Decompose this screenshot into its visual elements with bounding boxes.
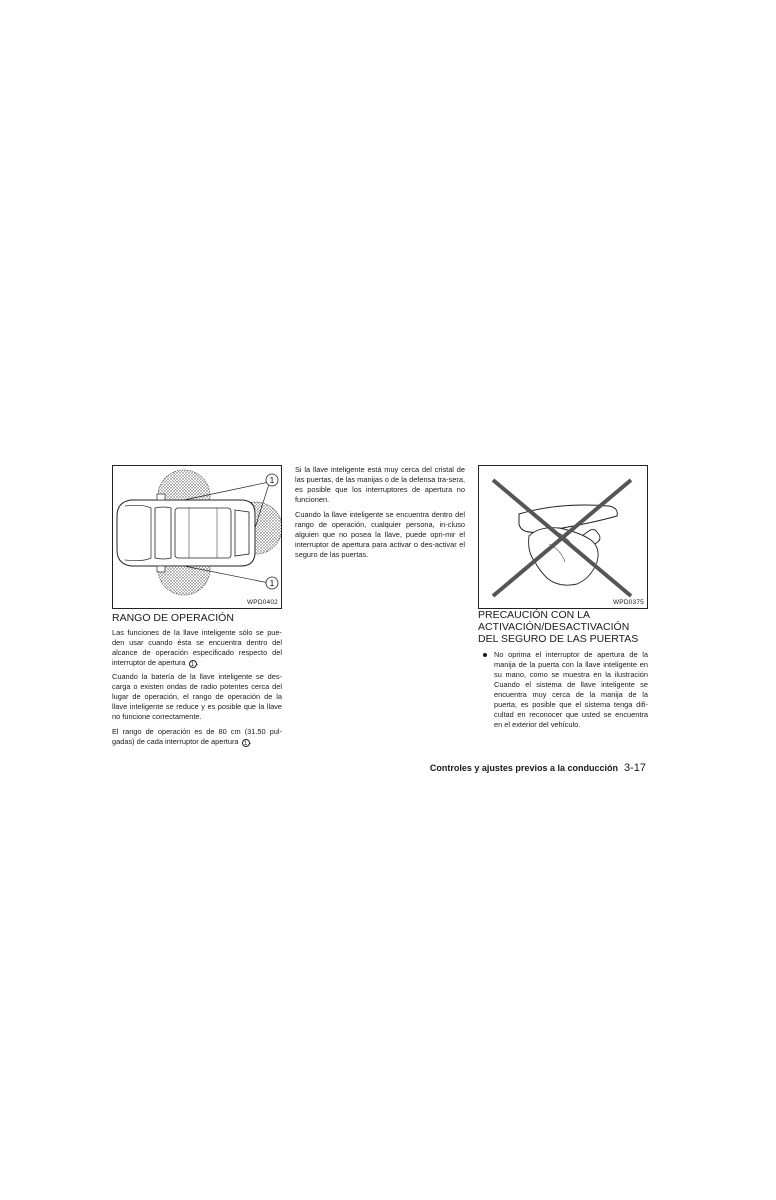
paragraph-range-3: El rango de operación es de 80 cm (31.50 pul-gadas) de cada interruptor de apertura 1 . bbox=[112, 727, 282, 747]
hand-key-illustration bbox=[479, 466, 647, 608]
caution-bullet-text: No oprima el interruptor de apertura de la manija de la puerta con la llave inteligente en su mano, como se muestra en la ilustración Cuando el sistema de llave inteligente se encuentra muy cerca de la manija de la puerta, es posible que el sistema tenga difi-cultad en reconocer que usted se encuentra en el exterior del vehículo. bbox=[494, 650, 648, 729]
footer-section-title: Controles y ajustes previos a la conducción bbox=[429, 763, 618, 773]
ref-circle-2: 1 bbox=[242, 739, 250, 747]
page-number: 3-17 bbox=[623, 762, 646, 774]
callout-bottom-label: 1 bbox=[269, 579, 275, 588]
paragraph-range-3-text: El rango de operación es de 80 cm (31.50 pul-gadas) de cada interruptor de apertura bbox=[112, 727, 282, 746]
figure-code-left: WPD0402 bbox=[246, 599, 278, 606]
callout-top-label: 1 bbox=[269, 476, 275, 485]
figure-code-right: WPD0375 bbox=[612, 599, 644, 606]
caution-illustration-figure bbox=[478, 465, 648, 609]
paragraph-range-1: Las funciones de la llave inteligente sólo se pue-den usar cuando ésta se encuentra dentro del alcance de operación especificado respecto del interruptor de apertura 1 . bbox=[112, 628, 282, 668]
car-range-illustration bbox=[113, 466, 281, 608]
bullet-icon bbox=[483, 653, 487, 657]
page-footer bbox=[400, 762, 646, 774]
section-heading-caution: PRECAUCIÓN CON LA ACTIVACIÓN/DESACTIVACIÓN DEL SEGURO DE LAS PUERTAS bbox=[478, 609, 639, 645]
door-handle bbox=[519, 505, 617, 532]
paragraph-proximity: Si la llave inteligente está muy cerca del cristal de las puertas, de las manijas o de la defensa tra-sera, es posible que los interruptores de apertura no funcionen. bbox=[295, 465, 465, 504]
paragraph-range-2: Cuando la batería de la llave inteligente se des-carga o existen ondas de radio potentes cerca del lugar de operación, el rango de operación de la llave inteligente se reduce y es posible que la llave no funcione correctamente. bbox=[112, 672, 282, 721]
ref-circle-1: 1 bbox=[189, 660, 197, 668]
section-heading-range: RANGO DE OPERACIÓN bbox=[112, 612, 234, 624]
paragraph-anyone-can-press: Cuando la llave inteligente se encuentra dentro del rango de operación, cualquier persona, in-cluso alguien que no posea la llave, puede opri-mir el interruptor de apertura para activar o des-activar el seguro de las puertas. bbox=[295, 510, 465, 559]
range-diagram-figure bbox=[112, 465, 282, 609]
caution-bullet-item bbox=[483, 650, 648, 730]
paragraph-range-1-text: Las funciones de la llave inteligente sólo se pue-den usar cuando ésta se encuentra dentro del alcance de operación especificado respecto del interruptor de apertura bbox=[112, 628, 282, 667]
